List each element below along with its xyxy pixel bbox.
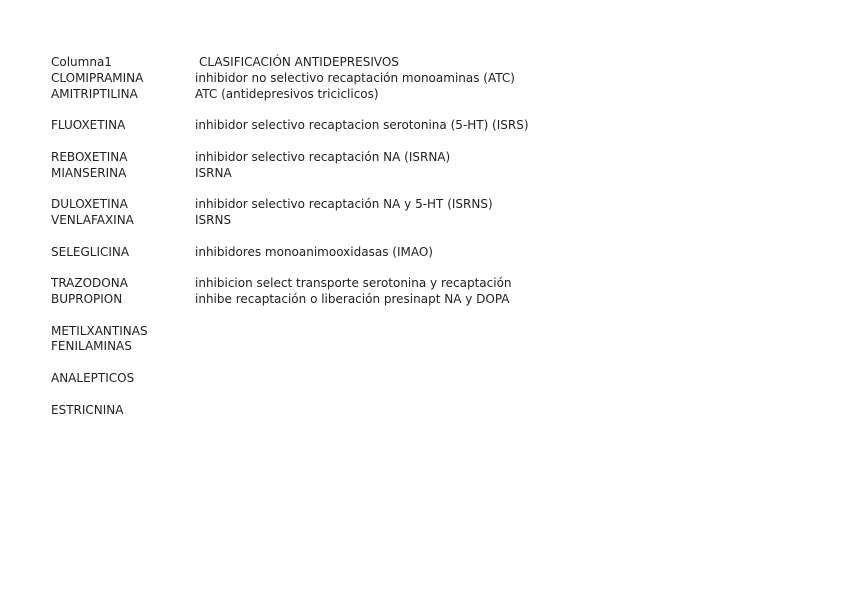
drug-name-cell bbox=[51, 308, 195, 324]
table-row bbox=[51, 355, 751, 371]
table-row bbox=[51, 229, 751, 245]
drug-name-cell bbox=[51, 229, 195, 245]
table-row bbox=[51, 371, 751, 387]
table-row bbox=[51, 260, 751, 276]
classification-cell: ATC (antidepresivos triciclicos) bbox=[195, 86, 379, 101]
drug-name-cell: MIANSERINA bbox=[51, 165, 127, 180]
column-header-col2: CLASIFICACIÓN ANTIDEPRESIVOS bbox=[199, 55, 399, 69]
table-row bbox=[51, 150, 751, 166]
drug-name-cell bbox=[51, 387, 195, 403]
table-row bbox=[51, 197, 751, 213]
drug-name-cell: METILXANTINAS bbox=[51, 323, 148, 338]
drug-name-cell: SELEGLICINA bbox=[51, 244, 130, 259]
table-row bbox=[51, 213, 751, 229]
classification-cell bbox=[195, 260, 751, 276]
classification-cell: ISRNA bbox=[195, 165, 232, 180]
classification-cell bbox=[195, 324, 751, 340]
table-row bbox=[51, 87, 751, 103]
drug-name-cell: VENLAFAXINA bbox=[51, 212, 134, 227]
table-row bbox=[51, 71, 751, 87]
drug-name-cell: AMITRIPTILINA bbox=[51, 86, 138, 101]
classification-cell: inhibe recaptación o liberación presinapt NA y DOPA bbox=[195, 291, 510, 306]
classification-cell: inhibidor selectivo recaptación NA y 5-HT (ISRNS) bbox=[195, 197, 493, 212]
table-row bbox=[51, 166, 751, 182]
table-row bbox=[51, 102, 751, 118]
table-header-row bbox=[51, 55, 751, 71]
classification-cell bbox=[195, 102, 751, 118]
classification-cell: inhibidores monoanimooxidasas (IMAO) bbox=[195, 244, 433, 259]
drug-name-cell: ANALEPTICOS bbox=[51, 370, 135, 385]
classification-cell: inhibidor no selectivo recaptación monoaminas (ATC) bbox=[195, 70, 515, 85]
classification-cell bbox=[195, 387, 751, 403]
drug-name-cell bbox=[51, 260, 195, 276]
classification-cell bbox=[195, 308, 751, 324]
drug-name-cell: REBOXETINA bbox=[51, 149, 128, 164]
table-body bbox=[51, 71, 751, 419]
classification-cell: inhibicion select transporte serotonina y recaptación bbox=[195, 276, 512, 291]
classification-cell bbox=[195, 229, 751, 245]
table-row bbox=[51, 181, 751, 197]
drug-name-cell bbox=[51, 181, 195, 197]
drug-name-cell: FLUOXETINA bbox=[51, 118, 126, 133]
classification-cell bbox=[195, 339, 751, 355]
classification-cell bbox=[195, 181, 751, 197]
drug-name-cell bbox=[51, 102, 195, 118]
table-row bbox=[51, 245, 751, 261]
table-row bbox=[51, 324, 751, 340]
spreadsheet-table bbox=[51, 55, 751, 418]
classification-cell bbox=[195, 355, 751, 371]
classification-cell bbox=[195, 371, 751, 387]
drug-name-cell: ESTRICNINA bbox=[51, 402, 124, 417]
classification-cell: ISRNS bbox=[195, 212, 232, 227]
classification-cell: inhibidor selectivo recaptacion serotonina (5-HT) (ISRS) bbox=[195, 118, 529, 133]
drug-name-cell: CLOMIPRAMINA bbox=[51, 70, 144, 85]
table-row bbox=[51, 276, 751, 292]
classification-cell bbox=[195, 134, 751, 150]
table-row bbox=[51, 134, 751, 150]
drug-name-cell bbox=[51, 355, 195, 371]
classification-cell bbox=[195, 403, 751, 419]
drug-name-cell: BUPROPION bbox=[51, 291, 123, 306]
table-row bbox=[51, 403, 751, 419]
drug-name-cell bbox=[51, 134, 195, 150]
table-row bbox=[51, 118, 751, 134]
table-row bbox=[51, 292, 751, 308]
drug-name-cell: TRAZODONA bbox=[51, 276, 128, 291]
drug-name-cell: DULOXETINA bbox=[51, 197, 128, 212]
table-row bbox=[51, 308, 751, 324]
column-header-col1: Columna1 bbox=[51, 55, 112, 69]
classification-cell: inhibidor selectivo recaptación NA (ISRNA) bbox=[195, 149, 451, 164]
table-row bbox=[51, 387, 751, 403]
table-row bbox=[51, 339, 751, 355]
drug-name-cell: FENILAMINAS bbox=[51, 339, 132, 354]
